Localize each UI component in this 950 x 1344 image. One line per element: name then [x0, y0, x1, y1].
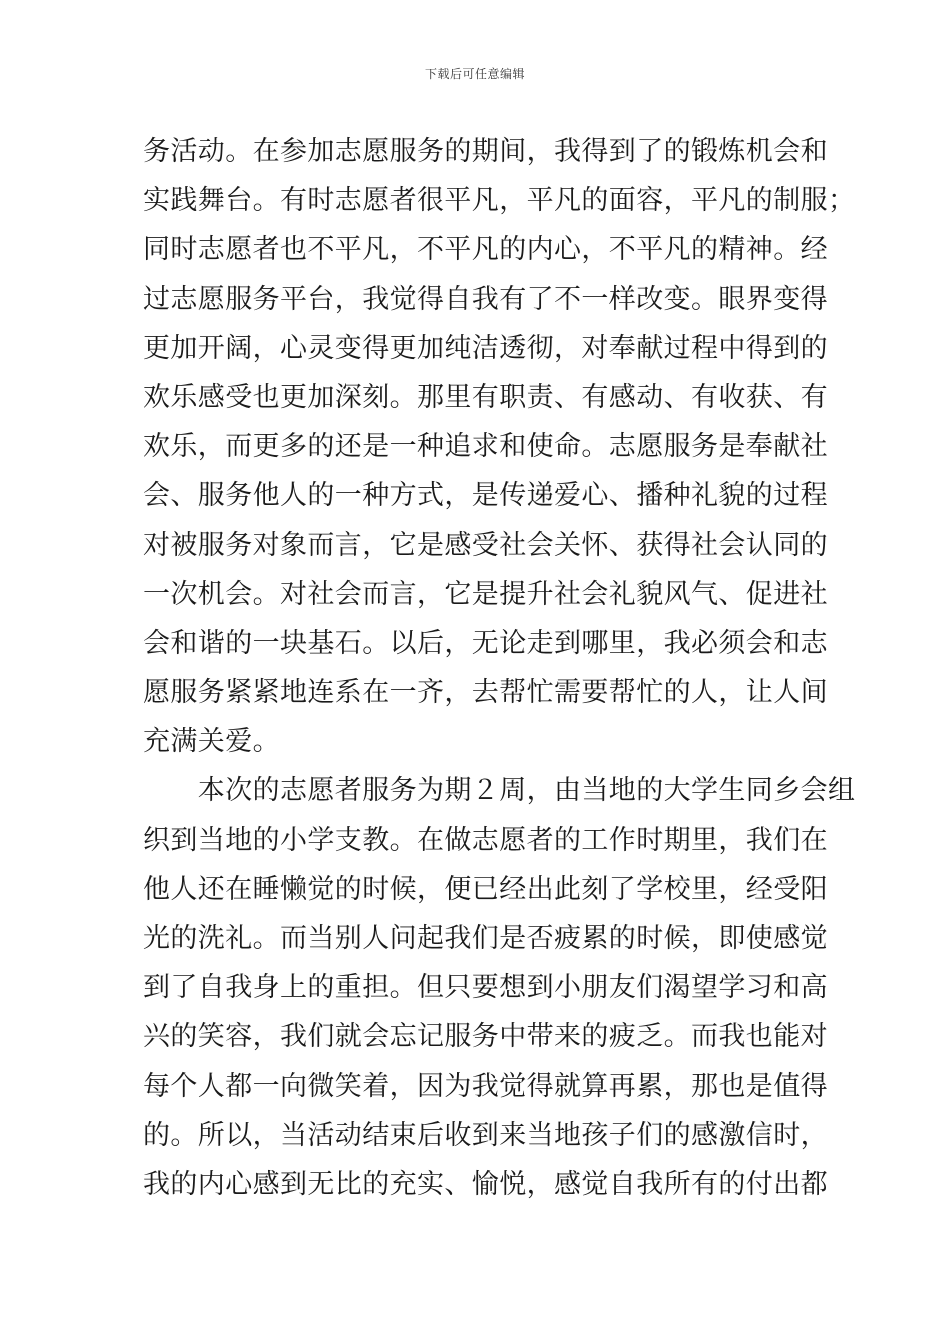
body-text	[143, 127, 856, 1209]
text-line: 织到当地的小学支教。在做志愿者的工作时期里，我们在	[143, 824, 828, 856]
text-line: 欢乐，而更多的还是一种追求和使命。志愿服务是奉献社	[143, 431, 828, 463]
text-line: 过志愿服务平台，我觉得自我有了不一样改变。眼界变得	[143, 283, 828, 315]
text-line: 愿服务紧紧地连系在一齐，去帮忙需要帮忙的人，让人间	[143, 677, 828, 709]
text-line: 对被服务对象而言，它是感受社会关怀、获得社会认同的	[143, 529, 828, 561]
text-line: 更加开阔，心灵变得更加纯洁透彻，对奉献过程中得到的	[143, 332, 828, 364]
text-line: 充满关爱。	[143, 726, 280, 758]
paragraph-1	[143, 127, 856, 766]
paragraph-2	[143, 766, 856, 1209]
text-line: 我的内心感到无比的充实、愉悦，感觉自我所有的付出都	[143, 1168, 828, 1200]
text-line: 实践舞台。有时志愿者很平凡，平凡的面容，平凡的制服；	[143, 185, 856, 217]
text-line: 兴的笑容，我们就会忘记服务中带来的疲乏。而我也能对	[143, 1021, 828, 1053]
text-line: 同时志愿者也不平凡，不平凡的内心，不平凡的精神。经	[143, 234, 828, 266]
text-line: 一次机会。对社会而言，它是提升社会礼貌风气、促进社	[143, 578, 828, 610]
text-line: 他人还在睡懒觉的时候，便已经出此刻了学校里，经受阳	[143, 873, 828, 905]
page-header: 下载后可任意编辑	[424, 67, 525, 81]
text-line: 会、服务他人的一种方式，是传递爱心、播种礼貌的过程	[143, 480, 828, 512]
text-line: 本次的志愿者服务为期２周，由当地的大学生同乡会组	[143, 775, 856, 807]
text-line: 欢乐感受也更加深刻。那里有职责、有感动、有收获、有	[143, 381, 828, 413]
text-line: 会和谐的一块基石。以后，无论走到哪里，我必须会和志	[143, 627, 828, 659]
text-line: 到了自我身上的重担。但只要想到小朋友们渴望学习和高	[143, 972, 828, 1004]
text-line: 务活动。在参加志愿服务的期间，我得到了的锻炼机会和	[143, 136, 828, 167]
text-line: 光的洗礼。而当别人问起我们是否疲累的时候，即使感觉	[143, 923, 828, 954]
text-line: 每个人都一向微笑着，因为我觉得就算再累，那也是值得	[143, 1070, 828, 1102]
text-line: 的。所以，当活动结束后收到来当地孩子们的感激信时，	[143, 1119, 828, 1151]
